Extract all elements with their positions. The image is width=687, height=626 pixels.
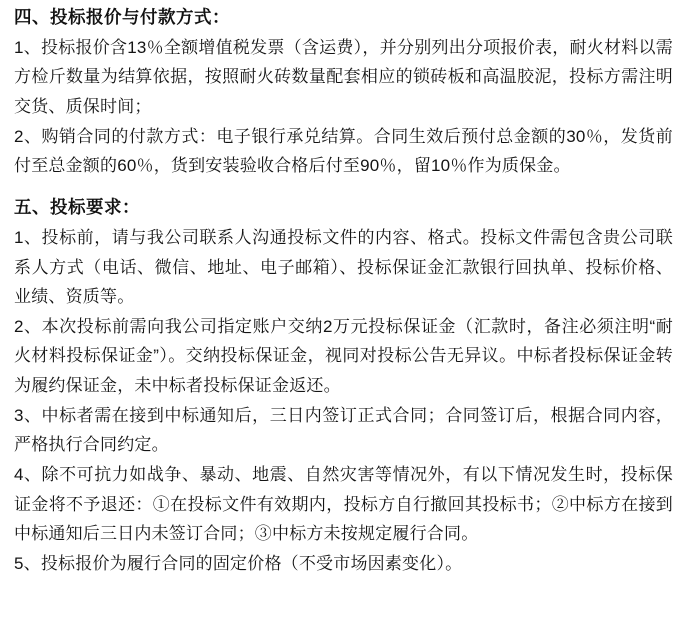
paragraph-5-5: 5、投标报价为履行合同的固定价格（不受市场因素变化）。 <box>14 554 463 573</box>
section-spacer <box>14 181 673 184</box>
paragraph-4-1: 1、投标报价含13％全额增值税发票（含运费），并分别列出分项报价表，耐火材料以需方检斤数量为结算依据，按照耐火砖数量配套相应的锁砖板和高温胶泥，投标方需注明交货、质保时间； <box>14 38 673 116</box>
section-heading-5: 五、投标要求： <box>14 197 140 218</box>
paragraph-5-2: 2、本次投标前需向我公司指定账户交纳2万元投标保证金（汇款时，备注必须注明“耐火材料投标保证金”）。交纳投标保证金，视同对投标公告无异议。中标者投标保证金转为履约保证金，未中标者投标保证金返还。 <box>14 317 673 395</box>
paragraph-4-2: 2、购销合同的付款方式：电子银行承兑结算。合同生效后预付总金额的30％，发货前付至总金额的60％，货到安装验收合格后付至90％，留10％作为质保金。 <box>14 126 673 176</box>
section-heading-4: 四、投标报价与付款方式： <box>14 7 230 27</box>
paragraph-5-1: 1、投标前，请与我公司联系人沟通投标文件的内容、格式。投标文件需包含贵公司联系人方式（电话、微信、地址、电子邮箱）、投标保证金汇款银行回执单、投标价格、业绩、资质等。 <box>14 228 673 306</box>
paragraph-5-4: 4、除不可抗力如战争、暴动、地震、自然灾害等情况外，有以下情况发生时，投标保证金将不予退还：①在投标文件有效期内，投标方自行撤回其投标书；②中标方在接到中标通知后三日内未签订合同；③中标方未按规定履行合同。 <box>14 465 673 543</box>
paragraph-5-3: 3、中标者需在接到中标通知后，三日内签订正式合同；合同签订后，根据合同内容，严格执行合同约定。 <box>14 405 673 455</box>
